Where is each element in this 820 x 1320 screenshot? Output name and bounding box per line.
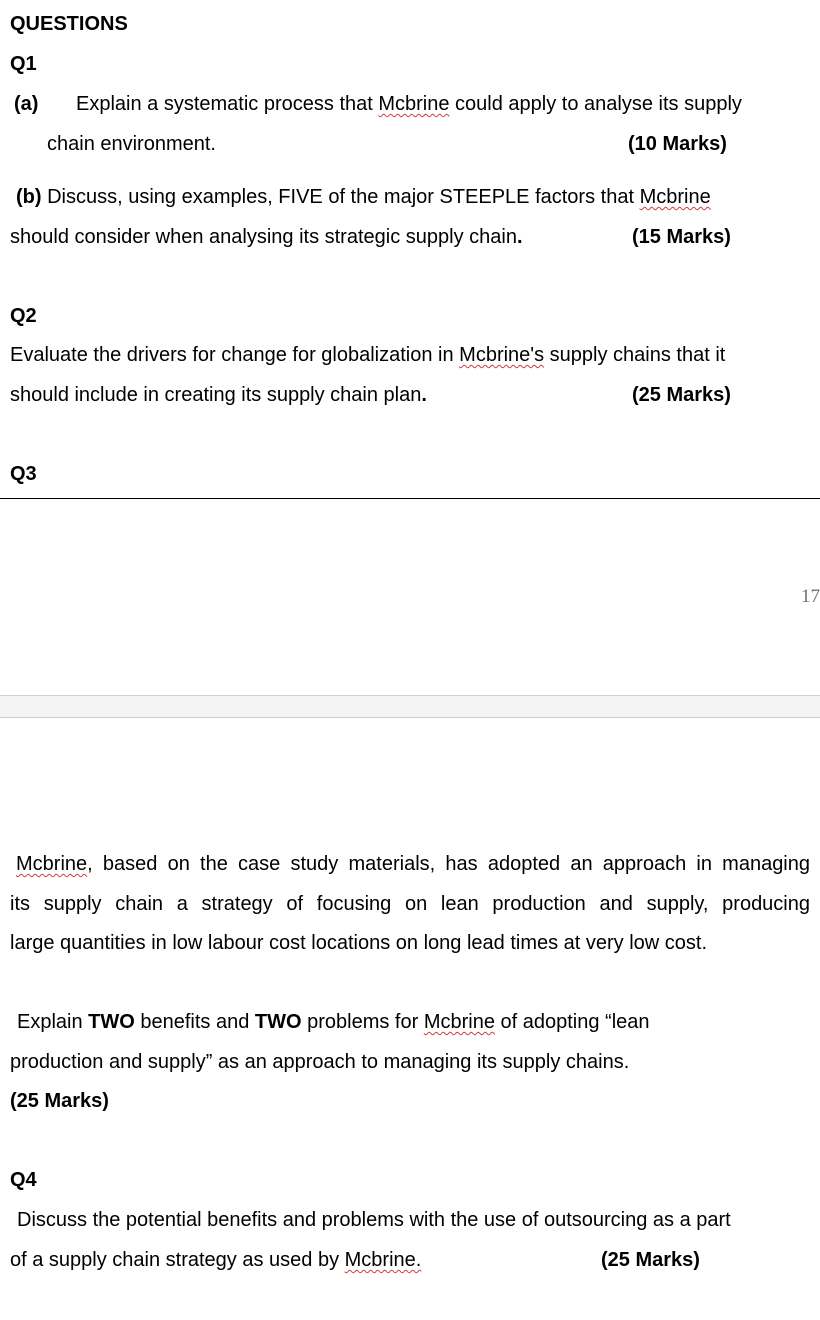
q2-line-2 [10, 383, 427, 407]
q1b-period: . [516, 226, 523, 248]
q3-para1-line-2: its supply chain a strategy of focusing on lean production and supply, producing [10, 893, 810, 915]
q4-text-pre: of a supply chain strategy as used by [10, 1249, 345, 1271]
q4-line-2 [10, 1248, 421, 1272]
q1b-marks: (15 Marks) [632, 226, 731, 248]
q3-para2-text-b: benefits and [134, 1011, 255, 1033]
q4-marks: (25 Marks) [601, 1249, 700, 1271]
q4-line-1: Discuss the potential benefits and problems with the use of outsourcing as a part [17, 1209, 731, 1231]
question-2-label: Q2 [10, 305, 37, 327]
q1a-marks: (10 Marks) [628, 133, 727, 155]
q1a-text-pre: Explain a systematic process that [76, 93, 379, 115]
company-name-misspelled: Mcbrine [423, 1011, 495, 1033]
q1b-tag: (b) [16, 186, 42, 208]
q1b-text-pre: Discuss, using examples, FIVE of the major STEEPLE factors that [41, 186, 640, 208]
company-name-misspelled: Mcbrine's [459, 344, 545, 366]
company-name-misspelled: Mcbrine. [344, 1249, 422, 1271]
q1a-line-1 [76, 92, 742, 116]
page-divider [0, 498, 820, 499]
q1a-text-post: could apply to analyse its supply [449, 93, 742, 115]
question-4-label: Q4 [10, 1169, 37, 1191]
q2-text-pre: Evaluate the drivers for change for globalization in [10, 344, 460, 366]
question-3-label: Q3 [10, 463, 37, 485]
page-gap [0, 695, 820, 718]
q2-period: . [421, 384, 427, 406]
company-name-misspelled: Mcbrine [378, 93, 450, 115]
q3-para1-text: , based on the case study materials, has adopted an approach in managing [87, 853, 810, 875]
company-name-misspelled: Mcbrine [16, 853, 88, 875]
q3-para2-two-problems: TWO [254, 1011, 302, 1033]
q2-text-line2: should include in creating its supply chain plan [10, 384, 422, 406]
q3-para2-line-1 [17, 1010, 650, 1034]
q2-text-post: supply chains that it [544, 344, 726, 366]
q3-para2-text-d: of adopting “lean [494, 1011, 650, 1033]
q1a-line-2: chain environment. [47, 133, 216, 155]
q3-para2-two-benefits: TWO [88, 1011, 135, 1033]
q1b-text-line2: should consider when analysing its strategic supply chain [10, 226, 517, 248]
q3-para2-text-c: problems for [301, 1011, 424, 1033]
question-1-label: Q1 [10, 53, 37, 75]
q3-para1-line-1 [16, 852, 810, 876]
q2-marks: (25 Marks) [632, 384, 731, 406]
q3-para2-line-2: production and supply” as an approach to managing its supply chains. [10, 1051, 630, 1073]
page-number: 17 [801, 586, 820, 607]
page-title: QUESTIONS [10, 13, 128, 35]
q1a-tag: (a) [14, 93, 39, 115]
q2-line-1 [10, 343, 725, 367]
q1b-line-2 [10, 225, 523, 249]
q3-para2-text-a: Explain [17, 1011, 89, 1033]
q3-para1-line-3: large quantities in low labour cost locations on long lead times at very low cost. [10, 932, 708, 954]
q3-marks: (25 Marks) [10, 1090, 109, 1112]
q1b-line-1 [16, 185, 711, 209]
company-name-misspelled: Mcbrine [639, 186, 711, 208]
